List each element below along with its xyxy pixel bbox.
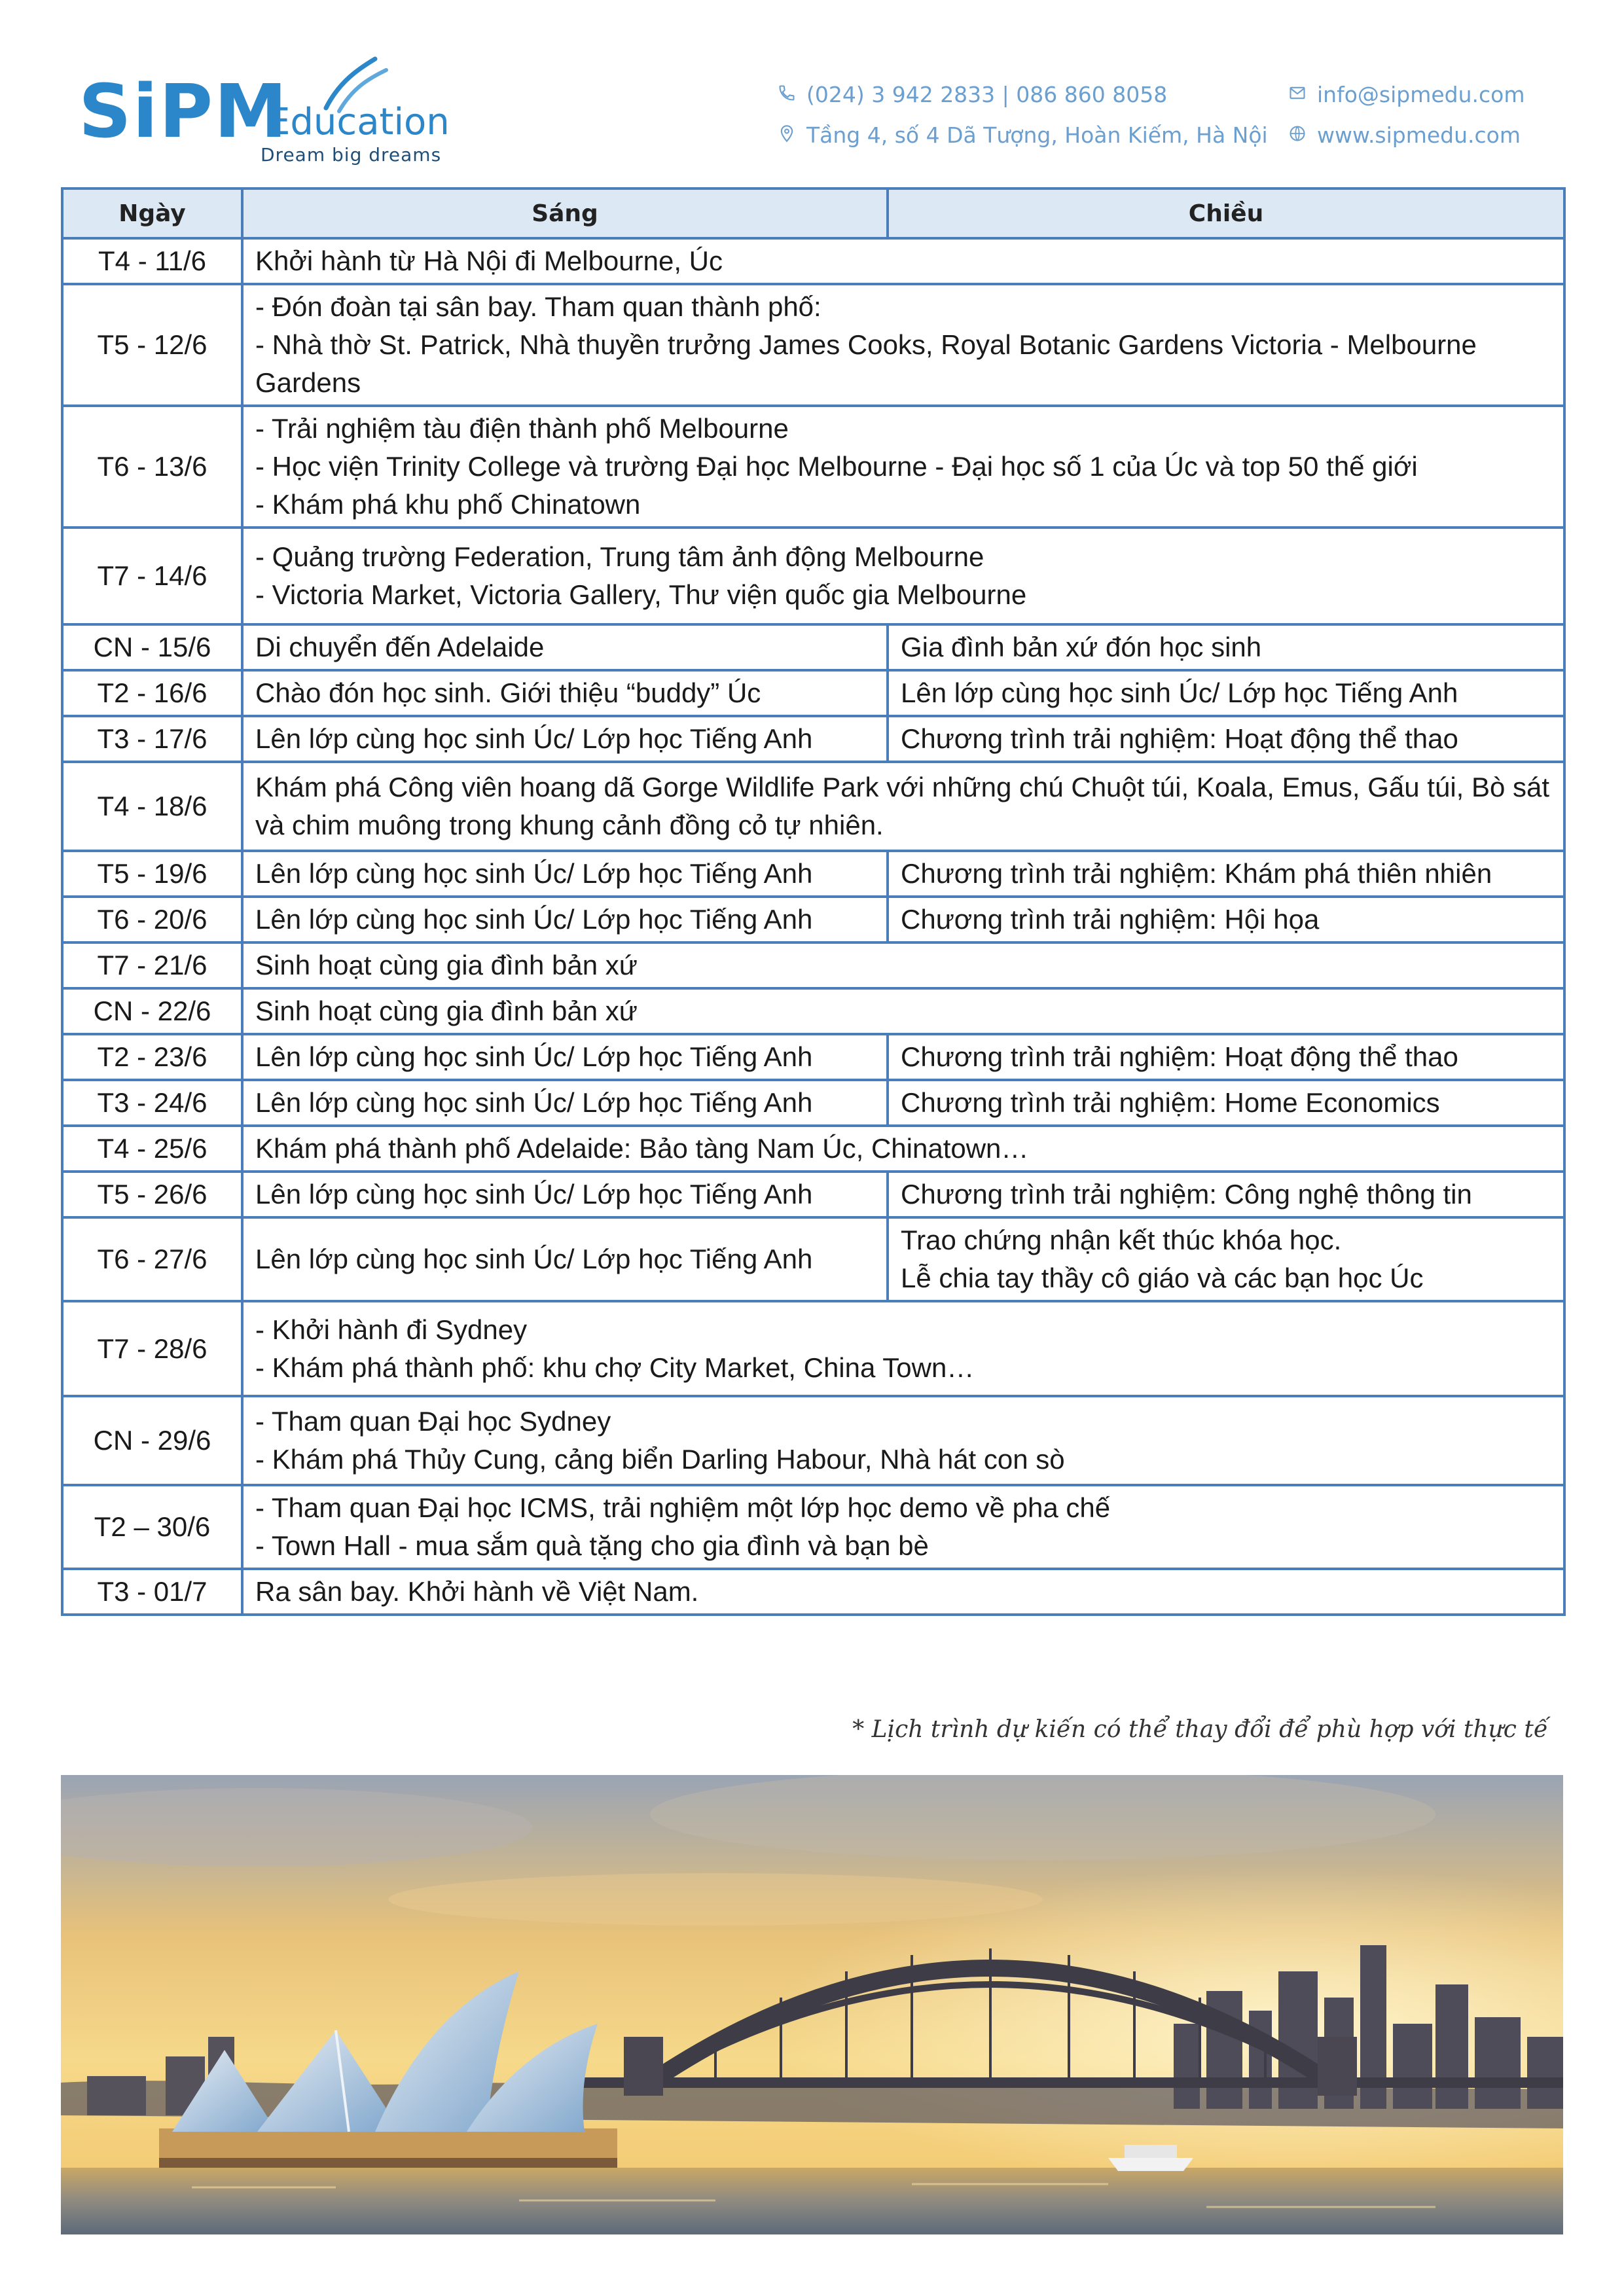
activity-line: - Town Hall - mua sắm quà tặng cho gia đình và bạn bè: [255, 1530, 929, 1561]
activity-cell-full-day: [242, 238, 1564, 284]
day-cell: T6 - 13/6: [62, 406, 242, 528]
sipm-logo: [79, 56, 450, 166]
schedule-note: * Lịch trình dự kiến có thể thay đổi để phù hợp với thực tế: [852, 1716, 1548, 1743]
contact-phone: [778, 84, 1167, 105]
table-row: [62, 851, 1564, 897]
day-cell: T5 - 12/6: [62, 284, 242, 406]
activity-line: - Khám phá khu phố Chinatown: [255, 489, 641, 520]
morning-cell: Lên lớp cùng học sinh Úc/ Lớp học Tiếng Anh: [242, 1080, 888, 1126]
afternoon-line: Chương trình trải nghiệm: Hội họa: [901, 904, 1320, 935]
location-pin-icon: [778, 124, 800, 146]
sydney-harbour-illustration: [61, 1775, 1563, 2234]
contact-email: [1288, 84, 1525, 105]
afternoon-cell: [888, 716, 1564, 762]
activity-cell-full-day: [242, 762, 1564, 851]
contact-website: [1288, 124, 1521, 146]
day-cell: T2 - 23/6: [62, 1034, 242, 1080]
day-cell: T7 - 28/6: [62, 1301, 242, 1396]
day-cell: T5 - 26/6: [62, 1172, 242, 1217]
logo-wordmark: SiPM: [79, 69, 289, 154]
activity-line: - Trải nghiệm tàu điện thành phố Melbourne: [255, 413, 789, 444]
table-row: [62, 1126, 1564, 1172]
morning-cell: Lên lớp cùng học sinh Úc/ Lớp học Tiếng Anh: [242, 1034, 888, 1080]
day-cell: T4 - 11/6: [62, 238, 242, 284]
activity-line: - Victoria Market, Victoria Gallery, Thư viện quốc gia Melbourne: [255, 579, 1027, 610]
table-row: [62, 1485, 1564, 1569]
afternoon-line: Chương trình trải nghiệm: Khám phá thiên nhiên: [901, 858, 1492, 889]
activity-line: Ra sân bay. Khởi hành về Việt Nam.: [255, 1576, 699, 1607]
afternoon-cell: [888, 1172, 1564, 1217]
morning-cell: Lên lớp cùng học sinh Úc/ Lớp học Tiếng Anh: [242, 851, 888, 897]
activity-cell-full-day: [242, 1396, 1564, 1485]
table-row: [62, 238, 1564, 284]
phone-icon: [778, 84, 800, 105]
day-cell: T4 - 18/6: [62, 762, 242, 851]
address-text: Tầng 4, số 4 Dã Tượng, Hoàn Kiếm, Hà Nội: [806, 122, 1268, 148]
day-cell: T2 - 16/6: [62, 670, 242, 716]
day-cell: T2 – 30/6: [62, 1485, 242, 1569]
table-row: [62, 1217, 1564, 1301]
afternoon-line: Chương trình trải nghiệm: Công nghệ thông tin: [901, 1179, 1472, 1210]
table-row: [62, 1172, 1564, 1217]
day-cell: CN - 15/6: [62, 624, 242, 670]
activity-cell-full-day: [242, 1126, 1564, 1172]
activity-line: - Tham quan Đại học Sydney: [255, 1406, 611, 1437]
table-row: [62, 670, 1564, 716]
table-row: [62, 1569, 1564, 1615]
day-cell: CN - 29/6: [62, 1396, 242, 1485]
page-header: [0, 0, 1624, 183]
day-cell: T5 - 19/6: [62, 851, 242, 897]
activity-cell-full-day: [242, 1485, 1564, 1569]
afternoon-line: Chương trình trải nghiệm: Hoạt động thể thao: [901, 723, 1458, 754]
activity-cell-full-day: [242, 988, 1564, 1034]
afternoon-line: Lễ chia tay thầy cô giáo và các bạn học Úc: [901, 1263, 1424, 1293]
day-cell: CN - 22/6: [62, 988, 242, 1034]
activity-line: - Đón đoàn tại sân bay. Tham quan thành phố:: [255, 291, 821, 322]
table-row: [62, 716, 1564, 762]
morning-cell: Chào đón học sinh. Giới thiệu “buddy” Úc: [242, 670, 888, 716]
table-row: [62, 624, 1564, 670]
afternoon-line: Trao chứng nhận kết thúc khóa học.: [901, 1225, 1342, 1255]
contact-address: [778, 124, 1268, 146]
envelope-icon: [1288, 84, 1310, 105]
day-cell: T3 - 01/7: [62, 1569, 242, 1615]
table-row: [62, 897, 1564, 942]
column-header-afternoon: Chiều: [888, 188, 1564, 238]
column-header-day: Ngày: [62, 188, 242, 238]
afternoon-line: Gia đình bản xứ đón học sinh: [901, 632, 1262, 662]
day-cell: T6 - 20/6: [62, 897, 242, 942]
table-row: [62, 1396, 1564, 1485]
day-cell: T7 - 21/6: [62, 942, 242, 988]
table-row: [62, 988, 1564, 1034]
morning-cell: Lên lớp cùng học sinh Úc/ Lớp học Tiếng Anh: [242, 897, 888, 942]
afternoon-cell: [888, 670, 1564, 716]
day-cell: T7 - 14/6: [62, 528, 242, 624]
activity-line: Khởi hành từ Hà Nội đi Melbourne, Úc: [255, 245, 723, 276]
table-row: [62, 284, 1564, 406]
day-cell: T6 - 27/6: [62, 1217, 242, 1301]
table-row: [62, 1301, 1564, 1396]
table-row: [62, 528, 1564, 624]
activity-cell-full-day: [242, 406, 1564, 528]
activity-line: - Tham quan Đại học ICMS, trải nghiệm một lớp học demo về pha chế: [255, 1492, 1111, 1523]
email-text[interactable]: info@sipmedu.com: [1317, 82, 1525, 107]
afternoon-cell: [888, 1034, 1564, 1080]
table-row: [62, 942, 1564, 988]
activity-line: Khám phá thành phố Adelaide: Bảo tàng Nam Úc, Chinatown…: [255, 1133, 1029, 1164]
activity-cell-full-day: [242, 528, 1564, 624]
logo-tagline: Dream big dreams: [261, 144, 442, 166]
globe-icon: [1288, 124, 1310, 146]
table-row: [62, 1034, 1564, 1080]
activity-cell-full-day: [242, 1569, 1564, 1615]
activity-line: - Khởi hành đi Sydney: [255, 1314, 528, 1345]
day-cell: T4 - 25/6: [62, 1126, 242, 1172]
activity-cell-full-day: [242, 942, 1564, 988]
day-cell: T3 - 24/6: [62, 1080, 242, 1126]
activity-line: - Khám phá thành phố: khu chợ City Market, China Town…: [255, 1352, 975, 1383]
column-header-morning: Sáng: [242, 188, 888, 238]
table-row: [62, 406, 1564, 528]
table-row: [62, 762, 1564, 851]
morning-cell: Di chuyển đến Adelaide: [242, 624, 888, 670]
morning-cell: Lên lớp cùng học sinh Úc/ Lớp học Tiếng Anh: [242, 1172, 888, 1217]
website-text[interactable]: www.sipmedu.com: [1317, 122, 1521, 148]
activity-line: - Khám phá Thủy Cung, cảng biển Darling Habour, Nhà hát con sò: [255, 1444, 1065, 1475]
morning-cell: Lên lớp cùng học sinh Úc/ Lớp học Tiếng Anh: [242, 716, 888, 762]
activity-line: Khám phá Công viên hoang dã Gorge Wildlife Park với những chú Chuột túi, Koala, Emus, Gấu túi, Bò sát và chim muông trong khung cảnh đồng cỏ tự nhiên.: [255, 772, 1550, 840]
activity-line: - Nhà thờ St. Patrick, Nhà thuyền trưởng James Cooks, Royal Botanic Gardens Victoria - Melbourne Gardens: [255, 329, 1477, 398]
logo-education-text: Education: [267, 101, 450, 143]
afternoon-line: Lên lớp cùng học sinh Úc/ Lớp học Tiếng Anh: [901, 677, 1458, 708]
afternoon-cell: [888, 897, 1564, 942]
afternoon-cell: [888, 1217, 1564, 1301]
afternoon-cell: [888, 624, 1564, 670]
phone-text: (024) 3 942 2833 | 086 860 8058: [806, 82, 1168, 107]
activity-line: - Học viện Trinity College và trường Đại học Melbourne - Đại học số 1 của Úc và top 50 thế giới: [255, 451, 1418, 482]
afternoon-line: Chương trình trải nghiệm: Home Economics: [901, 1087, 1440, 1118]
itinerary-table: [61, 187, 1566, 1616]
activity-line: - Quảng trường Federation, Trung tâm ảnh động Melbourne: [255, 541, 984, 572]
activity-cell-full-day: [242, 1301, 1564, 1396]
sydney-harbour-photo: [61, 1775, 1563, 2234]
afternoon-line: Chương trình trải nghiệm: Hoạt động thể thao: [901, 1041, 1458, 1072]
afternoon-cell: [888, 1080, 1564, 1126]
activity-line: Sinh hoạt cùng gia đình bản xứ: [255, 950, 638, 980]
activity-cell-full-day: [242, 284, 1564, 406]
table-row: [62, 1080, 1564, 1126]
activity-line: Sinh hoạt cùng gia đình bản xứ: [255, 996, 638, 1026]
morning-cell: Lên lớp cùng học sinh Úc/ Lớp học Tiếng Anh: [242, 1217, 888, 1301]
day-cell: T3 - 17/6: [62, 716, 242, 762]
afternoon-cell: [888, 851, 1564, 897]
table-header-row: [62, 188, 1564, 238]
